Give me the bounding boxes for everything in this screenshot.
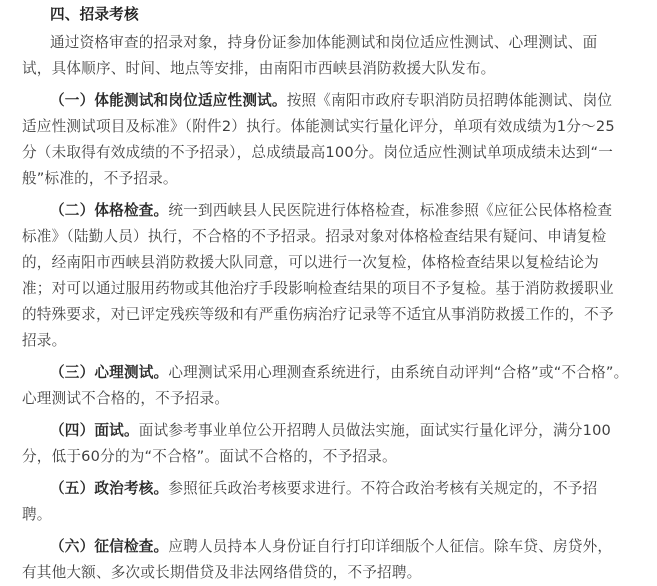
item-2-label: （二）体格检查。 bbox=[50, 202, 169, 219]
item-4-label: （四）面试。 bbox=[50, 422, 139, 439]
item-6-first-text: 应聘人员持本人身份证自行打印详细版个人征信。除车贷、房贷外， bbox=[168, 538, 613, 555]
item-3-first-text: 心理测试采用心理测查系统进行，由系统自动评判“合格”或“不合格”。 bbox=[168, 364, 629, 381]
item-1-line: 般”标准的，不予招录。 bbox=[22, 170, 178, 187]
item-4-line: 分，低于60分的为“不合格”。面试不合格的，不予招录。 bbox=[22, 448, 397, 465]
item-1-label: （一）体能测试和岗位适应性测试。 bbox=[50, 92, 287, 109]
item-1-first-line bbox=[50, 88, 612, 114]
item-2-first-line bbox=[50, 198, 612, 224]
item-6-first-line bbox=[50, 534, 612, 560]
item-3-first-line bbox=[50, 360, 628, 386]
intro-line-2: 试，具体顺序、时间、地点等安排，由南阳市西峡县消防救援大队发布。 bbox=[22, 60, 496, 77]
item-2-first-text: 统一到西峡县人民医院进行体格检查，标准参照《应征公民体格检查 bbox=[168, 202, 613, 219]
item-2-line: 标准》（陆勤人员）执行，不合格的不予招录。招录对象对体格检查结果有疑问、申请复检 bbox=[22, 228, 607, 245]
item-1-line: 分（未取得有效成绩的不予招录），总成绩最高100分。岗位适应性测试单项成绩未达到“一 bbox=[22, 144, 614, 161]
item-3-line: 心理测试不合格的，不予招录。 bbox=[22, 390, 230, 407]
item-1-line: 适应性测试项目及标准》（附件2）执行。体能测试实行量化评分，单项有效成绩为1分～25 bbox=[22, 118, 615, 135]
intro-line-1: 通过资格审查的招录对象，持身份证参加体能测试和岗位适应性测试、心理测试、面 bbox=[50, 34, 598, 51]
item-2-line: 准；对可以通过服用药物或其他治疗手段影响检查结果的项目不予复检。基于消防救援职业 bbox=[22, 280, 614, 297]
item-5-first-line bbox=[50, 476, 597, 502]
item-3-label: （三）心理测试。 bbox=[50, 364, 169, 381]
item-6-line: 有其他大额、多次或长期借贷及非法网络借贷的，不予招聘。 bbox=[22, 564, 422, 581]
item-2-line: 的特殊要求，对已评定残疾等级和有严重伤病治疗记录等不适宜从事消防救援工作的，不予 bbox=[22, 306, 614, 323]
item-2-line: 招录。 bbox=[22, 332, 67, 349]
item-1-first-text: 按照《南阳市政府专职消防员招聘体能测试、岗位 bbox=[286, 92, 613, 109]
item-2-line: 的，经南阳市西峡县消防救援大队同意，可以进行一次复检，体格检查结果以复检结论为 bbox=[22, 254, 599, 271]
item-5-first-text: 参照征兵政治考核要求进行。不符合政治考核有关规定的，不予招 bbox=[168, 480, 598, 497]
item-6-label: （六）征信检查。 bbox=[50, 538, 169, 555]
item-5-line: 聘。 bbox=[22, 506, 52, 523]
item-5-label: （五）政治考核。 bbox=[50, 480, 169, 497]
section-title: 四、招录考核 bbox=[50, 6, 139, 23]
item-4-first-text: 面试参考事业单位公开招聘人员做法实施，面试实行量化评分，满分100 bbox=[138, 422, 612, 439]
item-4-first-line bbox=[50, 418, 611, 444]
